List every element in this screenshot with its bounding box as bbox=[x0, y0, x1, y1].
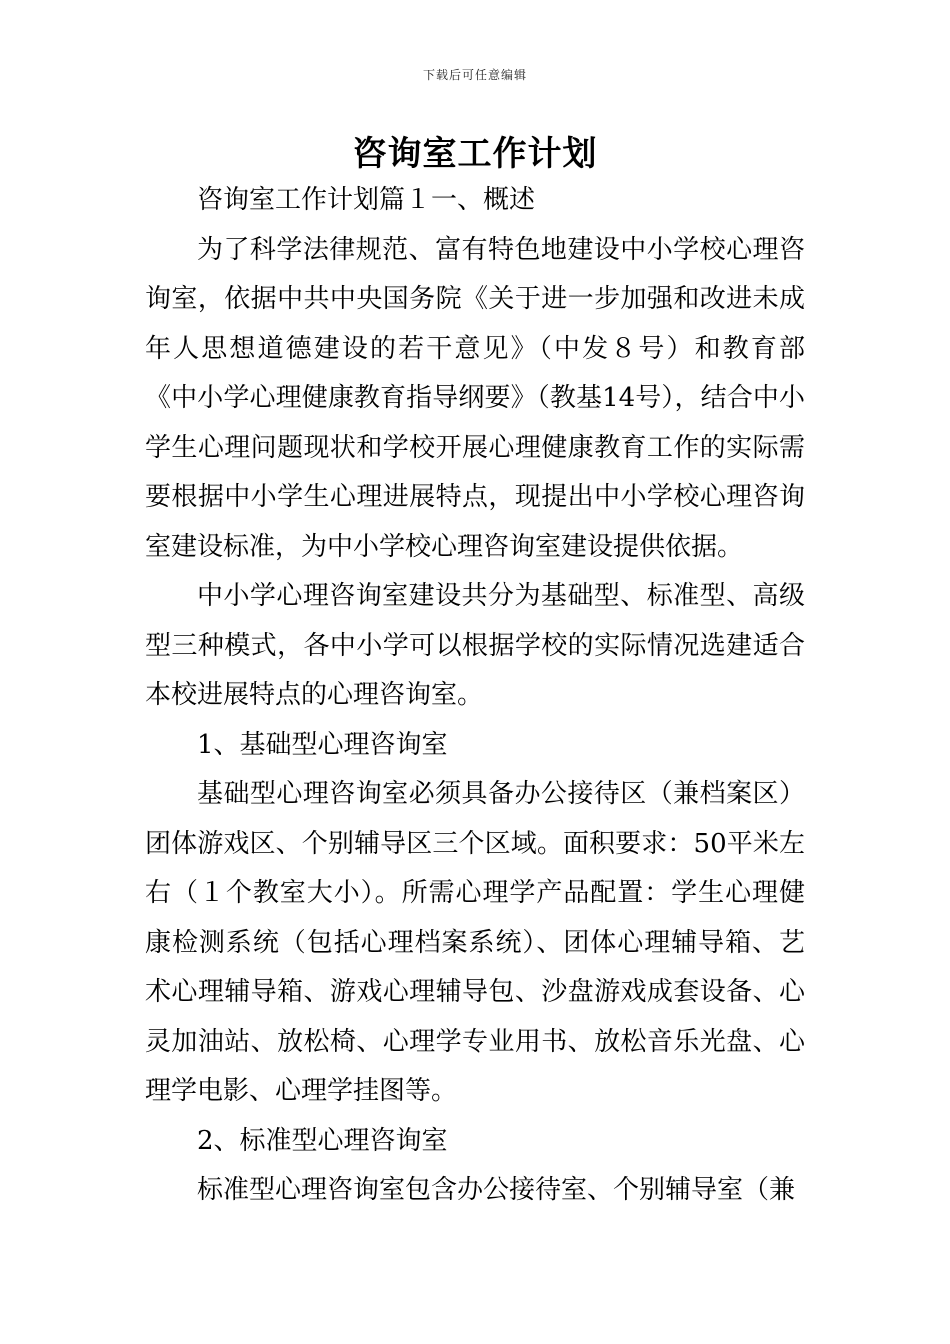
paragraph-purpose: 为了科学法律规范、富有特色地建设中小学校心理咨询室，依据中共中央国务院《关于进一步加强和改进未成年人思想道德建设的若干意见》（中发８号）和教育部《中小学心理健康教育指导纲要》（教基14号），结合中小学生心理问题现状和学校开展心理健康教育工作的实际需要根据中小学生心理进展特点，现提出中小学校心理咨询室建设标准，为中小学校心理咨询室建设提供依据。 bbox=[145, 234, 805, 562]
document-body bbox=[145, 176, 805, 1216]
header-note: 下载后可任意编辑 bbox=[422, 68, 527, 82]
paragraph-basic-description: 基础型心理咨询室必须具备办公接待区（兼档案区）团体游戏区、个别辅导区三个区域。面积要求：50平米左右（１个教室大小）。所需心理学产品配置：学生心理健康检测系统（包括心理档案系统）、团体心理辅导箱、艺术心理辅导箱、游戏心理辅导包、沙盘游戏成套设备、心灵加油站、放松椅、心理学专业用书、放松音乐光盘、心理学电影、心理学挂图等。 bbox=[145, 779, 805, 1106]
paragraph-standard-description: 标准型心理咨询室包含办公接待室、个别辅导室（兼 bbox=[197, 1175, 796, 1205]
paragraph-models: 中小学心理咨询室建设共分为基础型、标准型、高级型三种模式，各中小学可以根据学校的实际情况选建适合本校进展特点的心理咨询室。 bbox=[145, 581, 805, 710]
paragraph-basic-heading: 1、基础型心理咨询室 bbox=[197, 729, 448, 760]
paragraph-standard-heading: 2、标准型心理咨询室 bbox=[197, 1125, 448, 1156]
document-title: 咨询室工作计划 bbox=[352, 134, 598, 174]
paragraph-section-heading: 咨询室工作计划篇１一、概述 bbox=[197, 185, 536, 215]
